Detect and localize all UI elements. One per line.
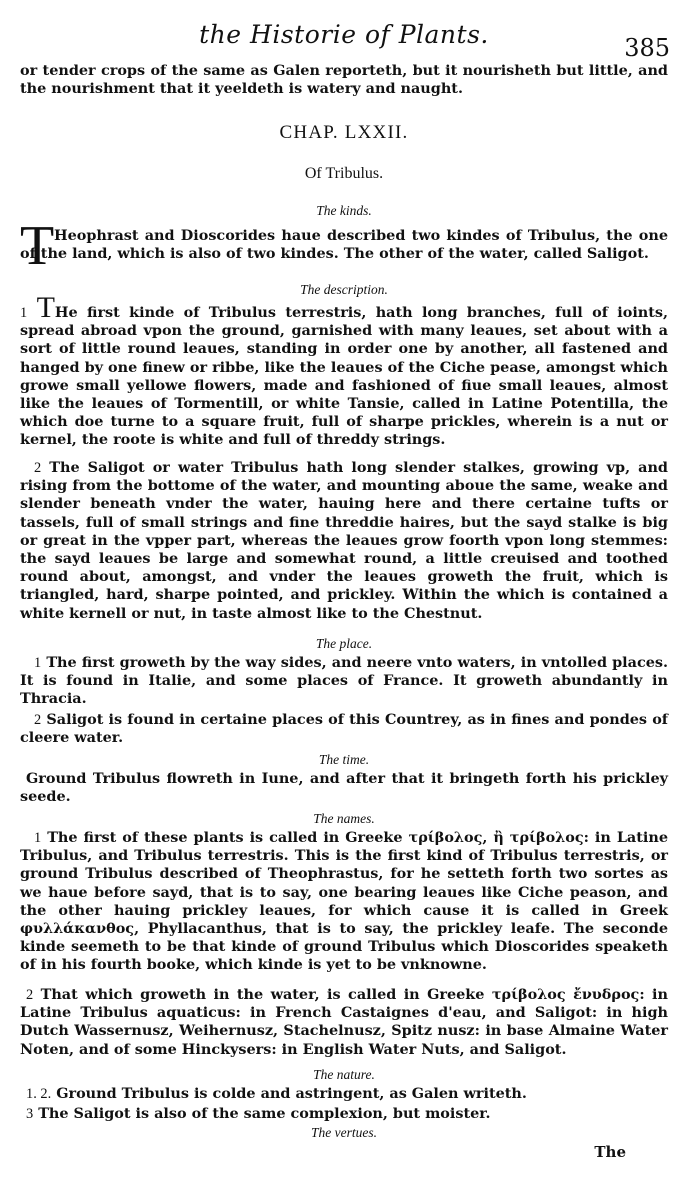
paragraph-text: Saligot is found in certaine places of this Countrey, as in fines and pondes of cleere water. [20, 711, 668, 747]
time-paragraph: Ground Tribulus flowreth in Iune, and after that it bringeth forth his prickley seede. [20, 770, 668, 806]
catchword: The [594, 1143, 626, 1161]
description-paragraph-2 [20, 459, 668, 623]
names-paragraph-1 [20, 829, 668, 975]
paragraph-text: The first groweth by the way sides, and neere vnto waters, in vntolled places. It is found in Italie, and some places of France. It groweth abundantly in Thracia. [20, 654, 669, 708]
paragraph-text: Ground Tribulus is colde and astringent, as Galen writeth. [56, 1085, 527, 1102]
place-paragraph-1 [20, 654, 668, 709]
heading-kinds: The kinds. [316, 203, 372, 218]
nature-paragraph-2 [20, 1105, 668, 1123]
description-paragraph-1 [20, 291, 669, 450]
paragraph-number: 1 [20, 305, 28, 321]
chapter-subtitle: Of Tribulus. [304, 165, 384, 182]
paragraph-text: The Saligot or water Tribulus hath long slender stalkes, growing vp, and rising from the bottome of the water, and mounting aboue the same, weake and slender beneath vnder the water, hauing here and there certaine tufts or tassels, full of small strings and fine threddie haires, but the sayd stalke is big or great in the vpper part, whereas the leaues grow foorth vpon long stemmes: the sayd leaues be large and somewhat round, a little creuised and toothed round about, amongst, and vnder the leaues groweth the fruit, which is triangled, hard, sharpe pointed, and prickley. Within the which is contained a white kernell or nut, in taste almost like to the Chestnut. [20, 459, 668, 622]
names-paragraph-2 [20, 986, 668, 1059]
place-paragraph-2 [20, 711, 668, 747]
heading-description: The description. [300, 282, 388, 297]
page-number: 385 [624, 34, 670, 62]
heading-nature: The nature. [313, 1067, 375, 1082]
heading-time: The time. [318, 752, 370, 767]
nature-paragraph-1 [20, 1085, 668, 1103]
paragraph-number: 1. 2. [26, 1086, 52, 1102]
paragraph-number: 2 [34, 460, 42, 476]
paragraph-number: 3 [26, 1106, 34, 1122]
paragraph-text: He first kinde of Tribulus terrestris, hath long branches, full of ioints, spread abroad vpon the ground, garnished with many leaues, set about with a sort of little round leaues, standing in order one by another, all fastened and hanged by one finew or ribbe, like the leaues of the Ciche pease, amongst which growe small yellowe flowers, made and fashioned of fiue small leaues, almost like the leaues of Tormentill, or white Tansie, called in Latine Potentilla, the which doe turne to a square fruit, full of sharpe prickles, wherein is a nut or kernel, the roote is white and full of threddy strings. [20, 304, 669, 449]
running-title: the Historie of Plants. [199, 20, 489, 49]
heading-names: The names. [313, 811, 375, 826]
paragraph-number: 2 [34, 712, 42, 728]
heading-vertues: The vertues. [311, 1125, 377, 1140]
initial-letter: T [36, 291, 55, 324]
paragraph-number: 1 [34, 830, 42, 846]
paragraph-text: That which groweth in the water, is called in Greeke τρίβολος ἔνυδρος: in Latine Tribulus aquaticus: in French Castaignes d'eau, and Saligot: in high Dutch Wassernusz, Weihernusz, Stachelnusz, Spitz nusz: in base Almaine Water Noten, and of some Hinckysers: in English Water Nuts, and Saligot. [20, 986, 668, 1058]
drop-cap: T [20, 215, 55, 277]
paragraph-number: 2 [26, 987, 34, 1003]
paragraph-text: The Saligot is also of the same complexion, but moister. [38, 1105, 491, 1122]
paragraph-number: 1 [34, 655, 42, 671]
continuation-paragraph: or tender crops of the same as Galen reporteth, but it nourisheth but little, and the nourishment that it yeeldeth is watery and naught. [20, 62, 668, 98]
paragraph-text: The first of these plants is called in Greeke τρίβολος, ἢ τρίβολος: in Latine Tribulus, and Tribulus terrestris. This is the first kind of Tribulus terrestris, or ground Tribulus described of Theophrastus, for he setteth forth two sortes as we haue before sayd, that is to say, one bearing leaues like Ciche peason, and the other hauing prickley leaues, for which cause it is called in Greek φυλλάκανθος, Phyllacanthus, that is to say, the prickley leafe. The seconde kinde seemeth to be that kinde of ground Tribulus which Dioscorides speaketh of in his fourth booke, which kinde is yet to be vnknowne. [20, 829, 668, 974]
kinds-paragraph: Heophrast and Dioscorides haue described two kindes of Tribulus, the one of the land, which is also of two kindes. The other of the water, called Saligot. [20, 227, 668, 263]
chapter-title: CHAP. LXXII. [279, 122, 409, 143]
heading-place: The place. [315, 636, 373, 651]
